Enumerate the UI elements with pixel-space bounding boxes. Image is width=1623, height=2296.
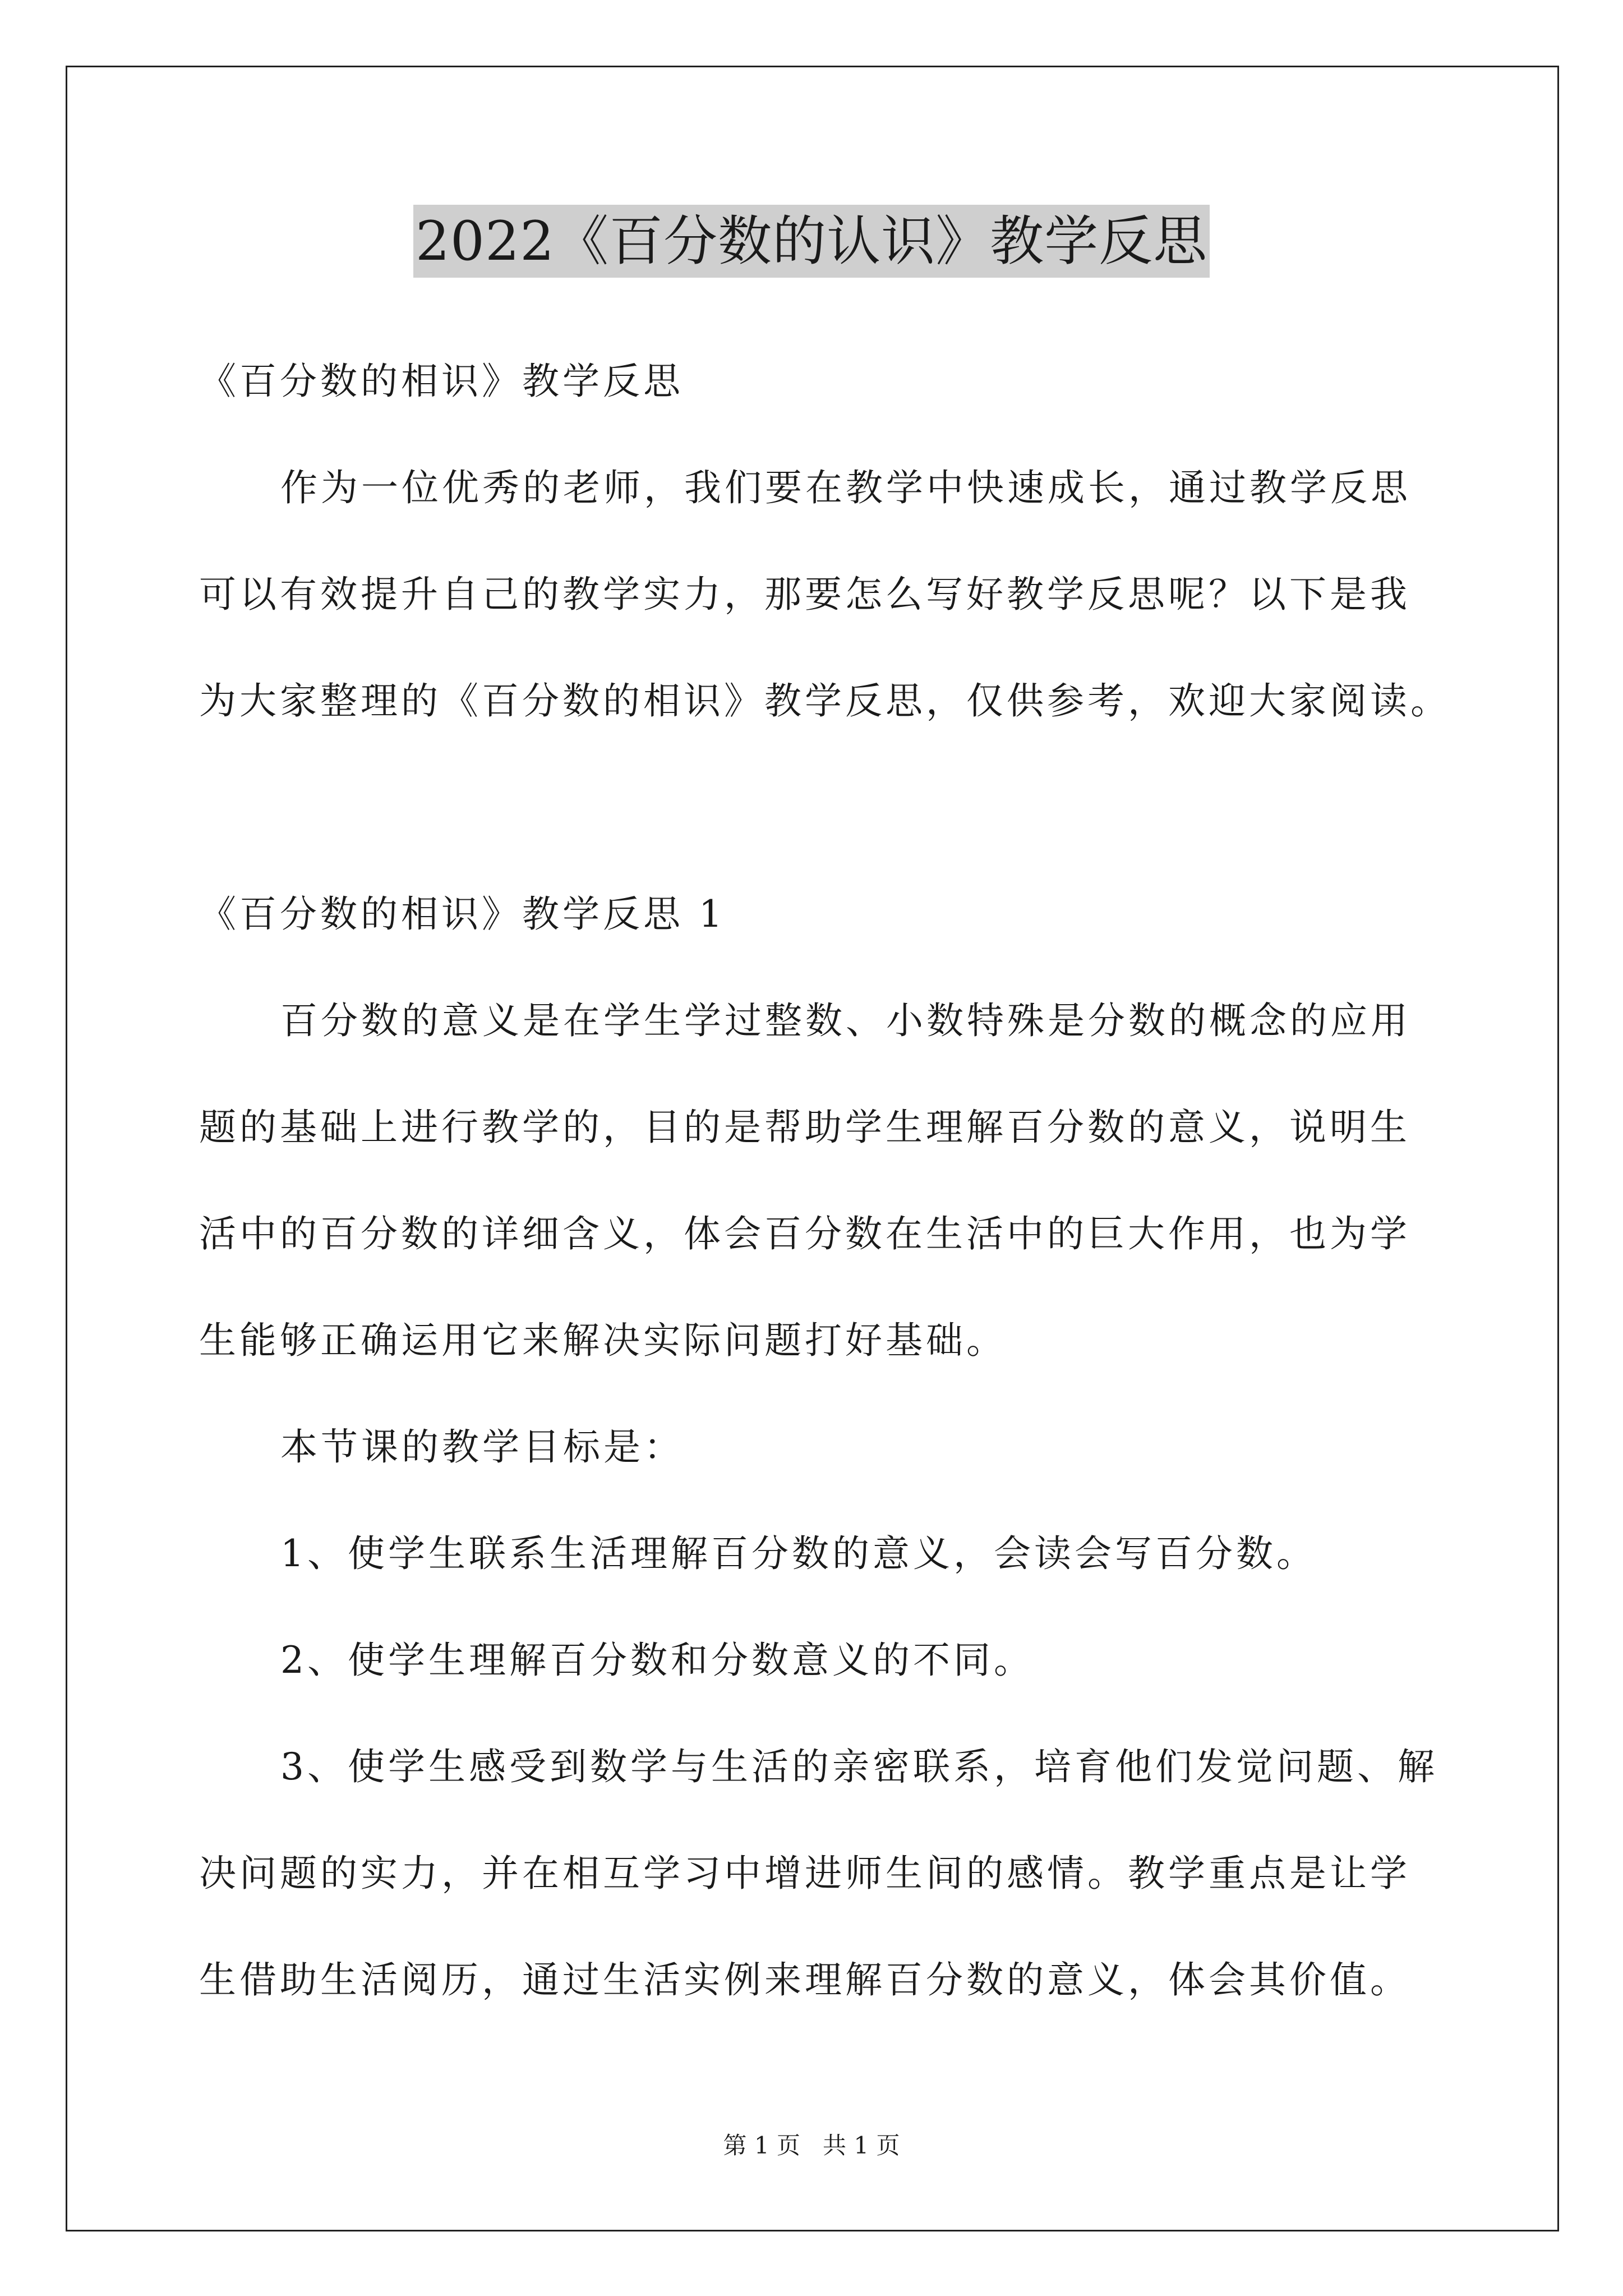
- title-container: [0, 205, 1623, 278]
- paragraph-line: 活中的百分数的详细含义，体会百分数在生活中的巨大作用，也为学: [199, 1212, 1410, 1255]
- page-footer: 第 1 页 共 1 页: [723, 2132, 900, 2159]
- paragraph-line: 为大家整理的《百分数的相识》教学反思，仅供参考，欢迎大家阅读。: [199, 679, 1451, 723]
- paragraph-line: 百分数的意义是在学生学过整数、小数特殊是分数的概念的应用: [280, 999, 1411, 1042]
- list-item: 2、使学生理解百分数和分数意义的不同。: [280, 1639, 1034, 1682]
- paragraph-line: 本节课的教学目标是：: [280, 1425, 684, 1469]
- subheading-section-1: 《百分数的相识》教学反思 1: [199, 892, 726, 936]
- subheading-intro: 《百分数的相识》教学反思: [199, 360, 684, 403]
- paragraph-line: 生借助生活阅历，通过生活实例来理解百分数的意义，体会其价值。: [199, 1958, 1410, 2001]
- paragraph-line: 可以有效提升自己的教学实力，那要怎么写好教学反思呢？以下是我: [199, 573, 1410, 616]
- paragraph-line: 作为一位优秀的老师，我们要在教学中快速成长，通过教学反思: [280, 466, 1411, 509]
- document-title: 2022《百分数的认识》教学反思: [413, 205, 1210, 278]
- paragraph-line: 生能够正确运用它来解决实际问题打好基础。: [199, 1319, 1007, 1362]
- list-item: 1、使学生联系生活理解百分数的意义，会读会写百分数。: [280, 1532, 1317, 1575]
- paragraph-line: 决问题的实力，并在相互学习中增进师生间的感情。教学重点是让学: [199, 1852, 1410, 1895]
- paragraph-line: 题的基础上进行教学的，目的是帮助学生理解百分数的意义，说明生: [199, 1106, 1410, 1149]
- list-item: 3、使学生感受到数学与生活的亲密联系，培育他们发觉问题、解: [280, 1745, 1438, 1788]
